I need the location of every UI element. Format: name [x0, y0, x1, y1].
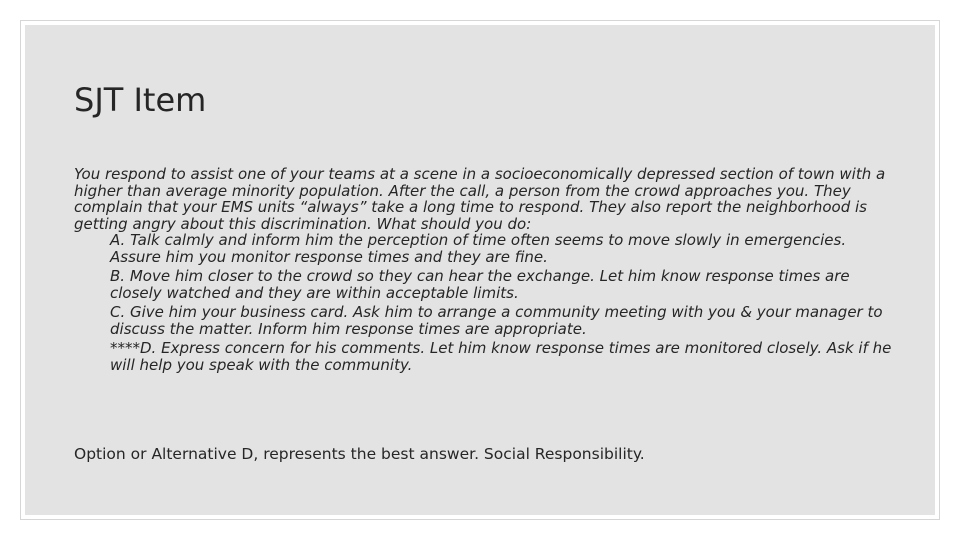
scenario-block — [74, 166, 894, 376]
slide-title: SJT Item — [74, 81, 207, 119]
slide-frame — [20, 20, 940, 520]
option-b: B. Move him closer to the crowd so they can hear the exchange. Let him know response times are closely watched and they are within acceptable limits. — [110, 267, 850, 302]
answer-text: Option or Alternative D, represents the best answer. Social Responsibility. — [74, 445, 645, 463]
options-list — [74, 232, 894, 373]
option-d: ****D. Express concern for his comments. Let him know response times are monitored closely. Ask if he will help you speak with the community. — [110, 339, 892, 374]
option-c: C. Give him your business card. Ask him to arrange a community meeting with you & your manager to discuss the matter. Inform him response times are appropriate. — [110, 303, 883, 338]
scenario-text: You respond to assist one of your teams at a scene in a socioeconomically depressed section of town with a higher than average minority population. After the call, a person from the crowd approaches you. They complain that your EMS units “always” take a long time to respond. They also report the neighborhood is getting angry about this discrimination. What should you do: — [74, 165, 886, 233]
slide-content — [25, 25, 935, 515]
option-a: A. Talk calmly and inform him the perception of time often seems to move slowly in emergencies. Assure him you monitor response times and they are fine. — [110, 231, 847, 266]
